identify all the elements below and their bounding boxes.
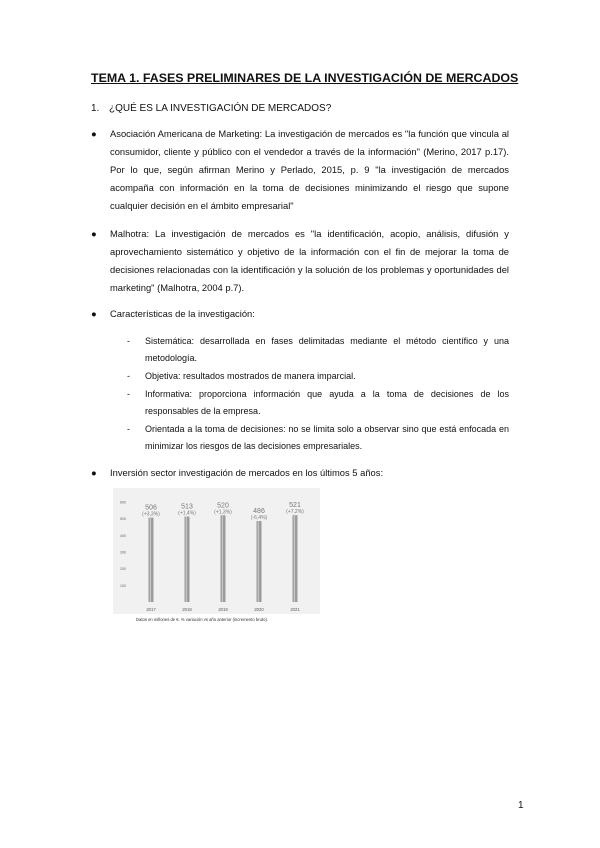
list-item: - Sistemática: desarrollada en fases delimitadas mediante el método científico y una metodología.: [127, 336, 509, 363]
bar-highlight: [222, 515, 223, 602]
x-tick-label: 2021: [290, 607, 300, 612]
y-tick-label: 600: [120, 500, 126, 505]
y-tick-label: 200: [120, 567, 126, 572]
section-heading: [91, 103, 331, 114]
section-heading-text: ¿QUÉ ES LA INVESTIGACIÓN DE MERCADOS?: [109, 103, 332, 114]
chart-svg: [113, 488, 320, 614]
bullet-inversion: [91, 464, 509, 482]
bar-value-label: 520: [217, 502, 229, 510]
bar-value-label: 506: [145, 504, 157, 512]
page-number: 1: [518, 800, 524, 811]
bar-change-label: (-6,4%): [250, 515, 268, 521]
investment-bar-chart: [113, 488, 320, 614]
document-title: TEMA 1. FASES PRELIMINARES DE LA INVESTIGACIÓN DE MERCADOS: [91, 71, 519, 85]
bar-highlight: [294, 515, 295, 602]
y-tick-label: 400: [120, 533, 126, 538]
bar-value-label: 513: [181, 503, 193, 511]
section-number: 1.: [91, 103, 100, 114]
chart-note: Datos en millones de €. % variación vs año anterior (incremento bruto).: [136, 617, 268, 622]
bullet-malhotra-text: Malhotra: La investigación de mercados es "la identificación, acopio, análisis, difusión y aprovechamiento sistemático y objetivo de la información con el fin de mejorar la toma de decisiones relacionadas con la identificación y la solución de los problemas y oportunidades del marketing" (Malhotra, 2004 p.7).: [110, 228, 509, 293]
bar-highlight: [150, 518, 151, 602]
bar-change-label: (+7,2%): [286, 509, 304, 516]
y-tick-label: 500: [120, 517, 126, 522]
y-tick-label: 300: [120, 550, 126, 555]
bullet-malhotra: [91, 225, 509, 297]
bar-value-label: 486: [253, 508, 265, 515]
list-item: - Informativa: proporciona información que ayuda a la toma de decisiones de los responsables de la empresa.: [127, 389, 509, 416]
list-item: - Orientada a la toma de decisiones: no se limita solo a observar sino que está enfocada en minimizar los riesgos de las decisiones empresariales.: [127, 424, 509, 451]
bar-highlight: [258, 521, 259, 602]
bar-highlight: [186, 517, 187, 603]
bullet-dot: ●: [91, 128, 97, 139]
bullet-dot: ●: [91, 308, 97, 319]
characteristics-list: [127, 333, 509, 456]
bar-value-label: 521: [289, 502, 301, 510]
bar-change-label: (+3,3%): [142, 511, 160, 518]
bullet-ama: [91, 125, 509, 215]
bullet-dot: ●: [91, 228, 97, 239]
bullet-inversion-text: Inversión sector investigación de mercados en los últimos 5 años:: [110, 467, 384, 478]
bullet-caracteristicas: [91, 305, 509, 323]
bar-change-label: (+1,4%): [178, 510, 196, 517]
bullet-ama-text: Asociación Americana de Marketing: La investigación de mercados es "la función que vincula al consumidor, cliente y público con el vendedor a través de la información" (Merino, 2017 p.17). Por lo que, según afirman Merino y Perlado, 2015, p. 9 "la investigación de mercados acompaña con información en la toma de decisiones minimizando el riesgo que supone cualquier decisión en el ámbito empresarial": [110, 128, 509, 211]
bullet-caracteristicas-text: Características de la investigación:: [110, 308, 255, 319]
x-tick-label: 2019: [218, 607, 228, 612]
bar-change-label: (+1,3%): [214, 509, 232, 516]
list-item: - Objetiva: resultados mostrados de manera imparcial.: [127, 371, 356, 381]
x-tick-label: 2018: [182, 607, 192, 612]
x-tick-label: 2017: [146, 607, 156, 612]
y-tick-label: 100: [120, 583, 126, 588]
x-tick-label: 2020: [254, 607, 264, 612]
bullet-dot: ●: [91, 467, 97, 478]
